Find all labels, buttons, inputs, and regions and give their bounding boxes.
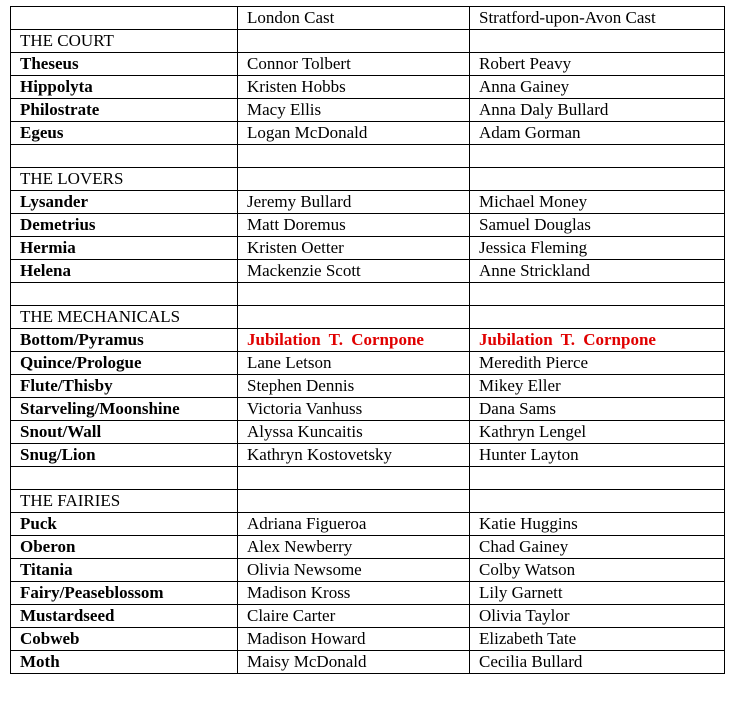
spacer-row xyxy=(11,467,725,490)
header-row xyxy=(11,7,725,30)
cast-row xyxy=(11,398,725,421)
stratford-actor-cell: Meredith Pierce xyxy=(470,352,725,375)
cast-row xyxy=(11,53,725,76)
spacer-cell xyxy=(238,467,470,490)
cast-row xyxy=(11,352,725,375)
role-cell: Helena xyxy=(11,260,238,283)
stratford-actor-cell: Jessica Fleming xyxy=(470,237,725,260)
header-role-cell xyxy=(11,7,238,30)
stratford-actor-cell: Anna Daly Bullard xyxy=(470,99,725,122)
role-cell: Hermia xyxy=(11,237,238,260)
cast-row xyxy=(11,559,725,582)
section-empty-cell xyxy=(238,306,470,329)
section-empty-cell xyxy=(470,306,725,329)
role-cell: Puck xyxy=(11,513,238,536)
stratford-actor-cell: Katie Huggins xyxy=(470,513,725,536)
stratford-actor-cell: Elizabeth Tate xyxy=(470,628,725,651)
role-cell: Titania xyxy=(11,559,238,582)
spacer-row xyxy=(11,145,725,168)
spacer-cell xyxy=(11,145,238,168)
spacer-cell xyxy=(11,283,238,306)
role-cell: Egeus xyxy=(11,122,238,145)
role-cell: Philostrate xyxy=(11,99,238,122)
section-header-row xyxy=(11,30,725,53)
cast-row xyxy=(11,99,725,122)
section-header-row xyxy=(11,168,725,191)
header-london-cell: London Cast xyxy=(238,7,470,30)
role-cell: Moth xyxy=(11,651,238,674)
role-cell: Oberon xyxy=(11,536,238,559)
role-cell: Demetrius xyxy=(11,214,238,237)
section-empty-cell xyxy=(238,490,470,513)
london-actor-cell: Olivia Newsome xyxy=(238,559,470,582)
spacer-cell xyxy=(11,467,238,490)
stratford-actor-cell: Colby Watson xyxy=(470,559,725,582)
section-title: THE COURT xyxy=(11,30,238,53)
london-actor-cell: Victoria Vanhuss xyxy=(238,398,470,421)
spacer-cell xyxy=(470,145,725,168)
role-cell: Quince/Prologue xyxy=(11,352,238,375)
london-actor-cell: Lane Letson xyxy=(238,352,470,375)
section-header-row xyxy=(11,306,725,329)
london-actor-cell: Jubilation T. Cornpone xyxy=(238,329,470,352)
london-actor-cell: Claire Carter xyxy=(238,605,470,628)
section-title: THE FAIRIES xyxy=(11,490,238,513)
cast-row xyxy=(11,329,725,352)
cast-row xyxy=(11,444,725,467)
section-empty-cell xyxy=(470,490,725,513)
london-actor-cell: Kathryn Kostovetsky xyxy=(238,444,470,467)
stratford-actor-cell: Samuel Douglas xyxy=(470,214,725,237)
stratford-actor-cell: Michael Money xyxy=(470,191,725,214)
cast-row xyxy=(11,421,725,444)
cast-table xyxy=(10,6,725,674)
london-actor-cell: Jeremy Bullard xyxy=(238,191,470,214)
london-actor-cell: Kristen Oetter xyxy=(238,237,470,260)
cast-row xyxy=(11,191,725,214)
section-title: THE MECHANICALS xyxy=(11,306,238,329)
london-actor-cell: Connor Tolbert xyxy=(238,53,470,76)
london-actor-cell: Madison Kross xyxy=(238,582,470,605)
role-cell: Mustardseed xyxy=(11,605,238,628)
stratford-actor-cell: Dana Sams xyxy=(470,398,725,421)
cast-row xyxy=(11,651,725,674)
section-empty-cell xyxy=(238,168,470,191)
london-actor-cell: Kristen Hobbs xyxy=(238,76,470,99)
role-cell: Snout/Wall xyxy=(11,421,238,444)
london-actor-cell: Madison Howard xyxy=(238,628,470,651)
london-actor-cell: Stephen Dennis xyxy=(238,375,470,398)
cast-row xyxy=(11,237,725,260)
stratford-actor-cell: Chad Gainey xyxy=(470,536,725,559)
spacer-cell xyxy=(238,283,470,306)
cast-row xyxy=(11,628,725,651)
section-empty-cell xyxy=(238,30,470,53)
section-title: THE LOVERS xyxy=(11,168,238,191)
cast-row xyxy=(11,375,725,398)
cast-row xyxy=(11,513,725,536)
spacer-row xyxy=(11,283,725,306)
header-stratford-cell: Stratford-upon-Avon Cast xyxy=(470,7,725,30)
london-actor-cell: Alyssa Kuncaitis xyxy=(238,421,470,444)
cast-row xyxy=(11,582,725,605)
stratford-actor-cell: Olivia Taylor xyxy=(470,605,725,628)
london-actor-cell: Logan McDonald xyxy=(238,122,470,145)
role-cell: Theseus xyxy=(11,53,238,76)
role-cell: Lysander xyxy=(11,191,238,214)
cast-row xyxy=(11,260,725,283)
section-empty-cell xyxy=(470,168,725,191)
stratford-actor-cell: Cecilia Bullard xyxy=(470,651,725,674)
section-empty-cell xyxy=(470,30,725,53)
cast-row xyxy=(11,214,725,237)
london-actor-cell: Maisy McDonald xyxy=(238,651,470,674)
stratford-actor-cell: Hunter Layton xyxy=(470,444,725,467)
spacer-cell xyxy=(470,283,725,306)
london-actor-cell: Mackenzie Scott xyxy=(238,260,470,283)
stratford-actor-cell: Mikey Eller xyxy=(470,375,725,398)
role-cell: Flute/Thisby xyxy=(11,375,238,398)
role-cell: Snug/Lion xyxy=(11,444,238,467)
cast-row xyxy=(11,122,725,145)
cast-row xyxy=(11,605,725,628)
role-cell: Bottom/Pyramus xyxy=(11,329,238,352)
cast-row xyxy=(11,76,725,99)
stratford-actor-cell: Lily Garnett xyxy=(470,582,725,605)
role-cell: Fairy/Peaseblossom xyxy=(11,582,238,605)
stratford-actor-cell: Jubilation T. Cornpone xyxy=(470,329,725,352)
role-cell: Hippolyta xyxy=(11,76,238,99)
cast-table-body xyxy=(11,7,725,674)
stratford-actor-cell: Anna Gainey xyxy=(470,76,725,99)
section-header-row xyxy=(11,490,725,513)
london-actor-cell: Adriana Figueroa xyxy=(238,513,470,536)
stratford-actor-cell: Kathryn Lengel xyxy=(470,421,725,444)
role-cell: Starveling/Moonshine xyxy=(11,398,238,421)
cast-row xyxy=(11,536,725,559)
london-actor-cell: Alex Newberry xyxy=(238,536,470,559)
stratford-actor-cell: Anne Strickland xyxy=(470,260,725,283)
role-cell: Cobweb xyxy=(11,628,238,651)
stratford-actor-cell: Adam Gorman xyxy=(470,122,725,145)
london-actor-cell: Macy Ellis xyxy=(238,99,470,122)
london-actor-cell: Matt Doremus xyxy=(238,214,470,237)
spacer-cell xyxy=(238,145,470,168)
spacer-cell xyxy=(470,467,725,490)
stratford-actor-cell: Robert Peavy xyxy=(470,53,725,76)
